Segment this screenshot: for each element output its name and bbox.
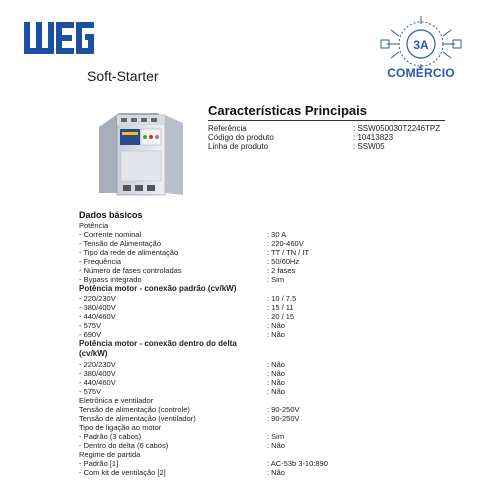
product-type: Soft-Starter xyxy=(87,68,159,84)
spec-label: - Padrão [1] xyxy=(79,459,119,468)
spec-value: : AC-53b 3-10:890 xyxy=(267,459,328,468)
spec-value: : Não xyxy=(267,369,285,378)
spec-label: - 575V xyxy=(79,321,102,330)
spec-value: : 90-250V xyxy=(267,414,300,423)
header-row-value: : SSW05 xyxy=(353,142,385,151)
spec-label: (cv/kW) xyxy=(79,349,108,358)
header-row-label: Código do produto xyxy=(208,133,274,142)
spec-value: : Não xyxy=(267,360,285,369)
header-row-value: : SSW050030T2246TPZ xyxy=(353,124,441,133)
spec-label: - Corrente nominal xyxy=(79,230,142,239)
spec-label: - 220/230V xyxy=(79,294,116,303)
spec-label: - 380/400V xyxy=(79,369,116,378)
spec-label: Tipo de ligação ao motor xyxy=(79,423,162,432)
spec-value: : 30 A xyxy=(267,230,287,239)
spec-label: - Bypass integrado xyxy=(79,275,142,284)
spec-value: : 90-250V xyxy=(267,405,300,414)
spec-label: Potência xyxy=(79,221,109,230)
spec-label: Eletrônica e ventilador xyxy=(79,396,154,405)
spec-value: : 2 fases xyxy=(267,266,296,275)
spec-value: : 50/60Hz xyxy=(267,257,300,266)
spec-value: : 10 / 7.5 xyxy=(267,294,297,303)
spec-value: : Sim xyxy=(267,432,285,441)
spec-value: : Não xyxy=(267,387,285,396)
spec-value: : 20 / 15 xyxy=(267,312,295,321)
main-title: Características Principais xyxy=(208,103,367,118)
spec-label: - Padrão (3 cabos) xyxy=(79,432,142,441)
spec-label: - Tensão de Alimentação xyxy=(79,239,161,248)
spec-label: - 690V xyxy=(79,330,102,339)
spec-label: Tensão de alimentação (ventilador) xyxy=(79,414,196,423)
spec-label: Regime de partida xyxy=(79,450,141,459)
spec-label: - Dentro do delta (6 cabos) xyxy=(79,441,169,450)
spec-label: - Com kit de ventilação [2] xyxy=(79,468,166,477)
spec-label: Tensão de alimentação (controle) xyxy=(79,405,190,414)
spec-label: - 440/460V xyxy=(79,378,116,387)
header-row-value: : 10413823 xyxy=(353,133,394,142)
spec-label: - Frequência xyxy=(79,257,122,266)
spec-value: : 15 / 11 xyxy=(267,303,294,312)
spec-label: - 575V xyxy=(79,387,102,396)
header-row-label: Linha de produto xyxy=(208,142,269,151)
spec-value: : Sim xyxy=(267,275,285,284)
soft-starter-device-image xyxy=(95,107,195,197)
spec-value: : Não xyxy=(267,378,285,387)
badge-number: 3A xyxy=(413,38,429,52)
spec-label: - Número de fases controladas xyxy=(79,266,182,275)
basic-data-title: Dados básicos xyxy=(79,210,143,220)
spec-label: Potência motor - conexão dentro do delta xyxy=(79,339,237,348)
badge-label: COMÉRCIO xyxy=(387,66,455,80)
spec-value: : 220-460V xyxy=(267,239,304,248)
spec-label: - 380/400V xyxy=(79,303,116,312)
header-row-label: Referência xyxy=(208,124,247,133)
spec-value: : Não xyxy=(267,330,285,339)
spec-value: : TT / TN / IT xyxy=(267,248,310,257)
spec-label: - 440/460V xyxy=(79,312,116,321)
spec-value: : Não xyxy=(267,468,285,477)
spec-value: : Não xyxy=(267,441,285,450)
weg-logo xyxy=(24,8,94,68)
spec-label: - Tipo da rede de alimentação xyxy=(79,248,179,257)
title-divider xyxy=(208,120,445,121)
spec-label: Potência motor - conexão padrão (cv/kW) xyxy=(79,284,237,293)
spec-value: : Não xyxy=(267,321,285,330)
spec-label: - 220/230V xyxy=(79,360,116,369)
